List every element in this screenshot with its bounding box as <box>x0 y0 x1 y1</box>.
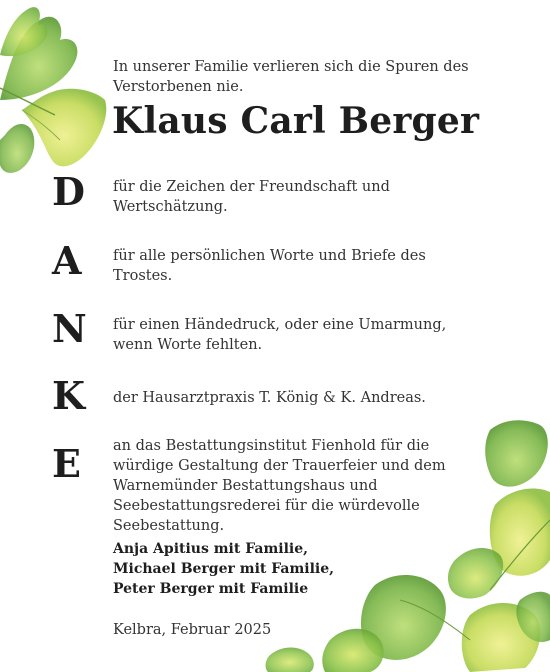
danke-text-k: der Hausarztpraxis T. König & K. Andreas. <box>113 390 426 406</box>
danke-text-e: an das Bestattungsinstitut Fienhold für die würdige Gestaltung der Trauerfeier und dem Warnemünder Bestattungshaus und Seebestattungsrederei für die würdevolle Seebestattung. <box>113 438 446 534</box>
danke-letter-d: D <box>52 169 85 214</box>
danke-text-n: für einen Händedruck, oder eine Umarmung, wenn Worte fehlten. <box>113 317 447 353</box>
danke-letter-k: K <box>52 373 86 418</box>
danke-letter-a: A <box>52 238 82 283</box>
leaf-bottom-right-8 <box>266 648 314 672</box>
leaf-bottom-right-5 <box>322 629 383 672</box>
deceased-name: Klaus Carl Berger <box>112 100 480 142</box>
signature-line: Peter Berger mit Familie <box>113 581 309 597</box>
place-date: Kelbra, Februar 2025 <box>113 622 272 638</box>
leaf-top-left-4 <box>0 124 34 173</box>
leaf-bottom-right-3 <box>448 548 503 598</box>
danke-letter-e: E <box>52 441 81 486</box>
intro-text: In unserer Familie verlieren sich die Spuren des Verstorbenen nie. <box>113 59 469 95</box>
signature-line: Michael Berger mit Familie, <box>113 561 335 577</box>
danke-text-d: für die Zeichen der Freundschaft und Wertschätzung. <box>113 179 390 215</box>
signature-line: Anja Apitius mit Familie, <box>113 541 309 557</box>
danke-letter-n: N <box>52 306 87 351</box>
danke-text-a: für alle persönlichen Worte und Briefe des Trostes. <box>113 248 426 284</box>
leaf-top-left-3 <box>22 89 106 167</box>
signatures <box>113 539 334 599</box>
leaf-bottom-right-1 <box>485 420 548 486</box>
